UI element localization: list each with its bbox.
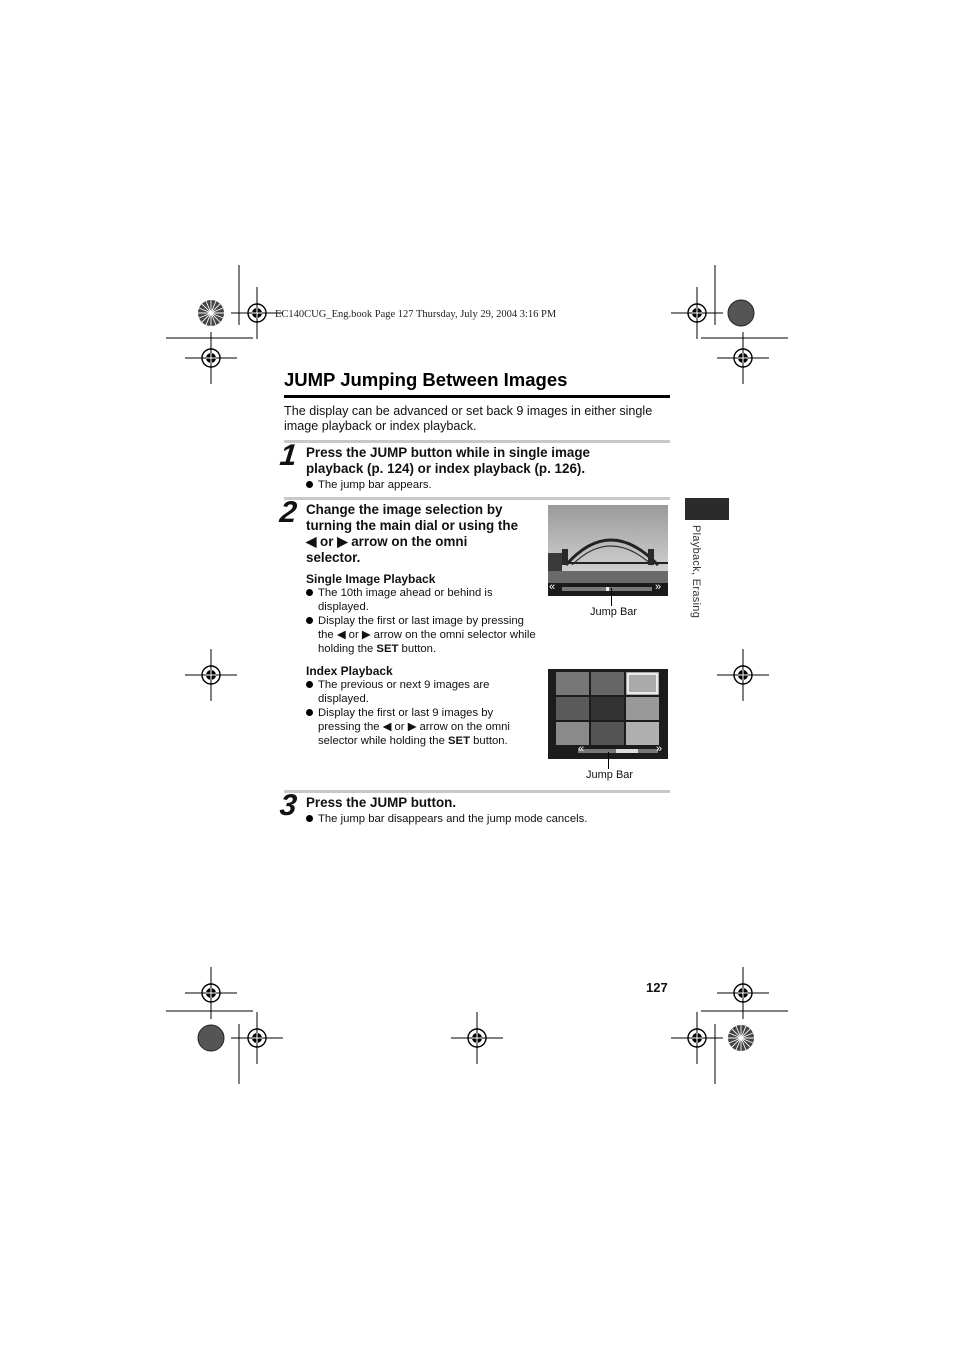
jump-back-icon: « bbox=[578, 743, 585, 755]
list-item: Display the first or last 9 images by pressing the ◀ or ▶ arrow on the omni selector while holding the SET button. bbox=[306, 706, 528, 748]
right-arrow-icon: ▶ bbox=[337, 534, 348, 549]
intro-paragraph: The display can be advanced or set back 9 images in either single image playback or index playback. bbox=[284, 404, 653, 433]
title-rule bbox=[284, 395, 670, 398]
page-number: 127 bbox=[646, 980, 668, 995]
step-3-heading: Press the JUMP button. bbox=[306, 795, 457, 810]
jump-bar-caption-index: Jump Bar bbox=[586, 769, 634, 781]
step-2-rule bbox=[284, 497, 670, 500]
jump-forward-icon: » bbox=[655, 581, 662, 593]
step-1-rule bbox=[284, 440, 670, 443]
single-playback-screen-image bbox=[548, 505, 668, 596]
step-3-rule bbox=[284, 790, 670, 793]
single-playback-list bbox=[306, 586, 540, 656]
index-playback-screen-image bbox=[548, 669, 668, 759]
list-item: The previous or next 9 images are displayed. bbox=[306, 678, 528, 706]
index-playback-list bbox=[306, 678, 528, 748]
callout-line bbox=[611, 588, 612, 606]
chapter-side-label: Playback, Erasing bbox=[690, 525, 702, 619]
step-3-number: 3 bbox=[278, 789, 299, 822]
chapter-tab-marker bbox=[685, 498, 729, 520]
step-3-bullet: The jump bar disappears and the jump mode cancels. bbox=[306, 812, 587, 826]
step-1-number: 1 bbox=[278, 439, 299, 472]
list-item: The 10th image ahead or behind is displayed. bbox=[306, 586, 540, 614]
harbour-bridge-photo bbox=[548, 505, 668, 596]
callout-line bbox=[608, 752, 609, 769]
page-title: JUMP Jumping Between Images bbox=[284, 369, 568, 390]
book-header-info: EC140CUG_Eng.book Page 127 Thursday, July 29, 2004 3:16 PM bbox=[275, 309, 557, 320]
step-2-number: 2 bbox=[278, 496, 299, 529]
index-playback-heading: Index Playback bbox=[306, 664, 393, 678]
jump-back-icon: « bbox=[549, 581, 556, 593]
step-1-bullet: The jump bar appears. bbox=[306, 478, 432, 492]
single-playback-heading: Single Image Playback bbox=[306, 572, 436, 586]
thumbnail-grid bbox=[548, 669, 668, 759]
step-2-heading: Change the image selection by turning the main dial or using the ◀ or ▶ arrow on the omni selector. bbox=[306, 502, 519, 565]
list-item: Display the first or last image by pressing the ◀ or ▶ arrow on the omni selector while holding the SET button. bbox=[306, 614, 540, 656]
step-1-heading: Press the JUMP button while in single image playback (p. 124) or index playback (p. 126). bbox=[306, 445, 590, 476]
jump-forward-icon: » bbox=[656, 743, 663, 755]
jump-bar-caption-single: Jump Bar bbox=[590, 606, 638, 618]
left-arrow-icon: ◀ bbox=[306, 534, 317, 549]
